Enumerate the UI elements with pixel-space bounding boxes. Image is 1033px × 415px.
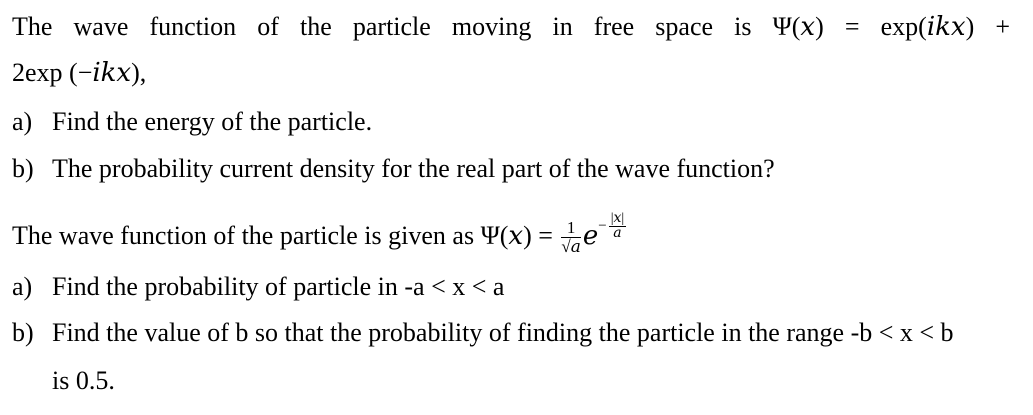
- problem1-psi-continuation-line: [12, 58, 146, 88]
- problem1-part-a: [12, 107, 372, 137]
- problem2-exp-numerator: |𝑥|: [610, 211, 625, 226]
- problem2-part-b-text-line2: is 0.5.: [52, 366, 115, 395]
- problem2-psi-lhs: Ψ(𝑥) =: [480, 220, 553, 250]
- problem2-intro-line: [12, 212, 628, 256]
- problem2-exponent: [598, 212, 628, 241]
- problem1-intro-text: The wave function of the particle moving in free space is: [12, 12, 752, 41]
- problem1-psi-lhs: Ψ(𝑥) =: [772, 12, 860, 41]
- problem2-part-b-mark: b): [12, 318, 34, 347]
- problem1-psi-rhs-part1: exp(𝑖𝑘𝑥) +: [880, 12, 1010, 41]
- problem2-part-b-text-line1: Find the value of b so that the probability of finding the particle in the range -b < x < b: [52, 318, 954, 347]
- problem2-part-a: [12, 272, 504, 302]
- problem2-part-b-continuation: [52, 366, 115, 396]
- problem2-coefficient-fraction: [561, 219, 580, 256]
- problem1-part-b-text: The probability current density for the real part of the wave function?: [52, 154, 775, 183]
- problem1-part-a-text: Find the energy of the particle.: [52, 107, 373, 136]
- problem1-part-b: [12, 154, 775, 184]
- problem1-part-a-mark: a): [12, 107, 33, 136]
- problem1-psi-rhs-part2: 2exp (−𝑖𝑘𝑥),: [12, 58, 147, 87]
- problem2-part-a-mark: a): [12, 272, 33, 301]
- problem2-exp-base: 𝑒: [582, 220, 599, 250]
- problem2-frac-denominator: √𝑎: [561, 237, 581, 257]
- problem2-part-a-text: Find the probability of particle in -a < x < a: [52, 272, 505, 301]
- problem2-part-b: [12, 318, 954, 348]
- problem2-exp-sign: −: [598, 217, 607, 234]
- problem2-frac-numerator: 1: [561, 219, 580, 238]
- problem1-intro-line: [12, 12, 1010, 42]
- problem2-intro-text: The wave function of the particle is given as: [12, 220, 475, 250]
- problem2-exp-fraction: [609, 212, 627, 241]
- problem1-part-b-mark: b): [12, 154, 34, 183]
- problem2-exp-denominator: 𝑎: [613, 226, 622, 241]
